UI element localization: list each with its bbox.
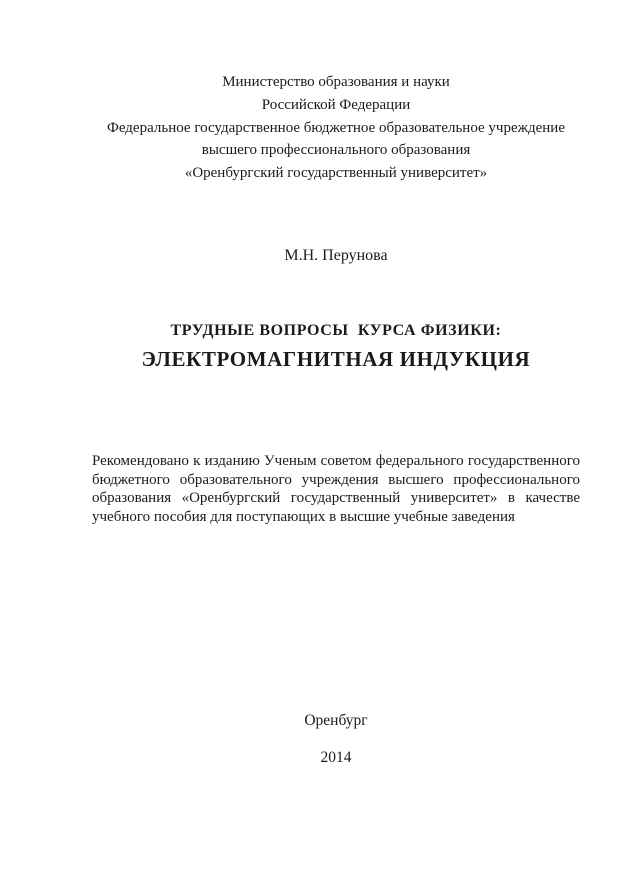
- recommendation-line: учебного пособия для поступающих в высшие учебные заведения: [92, 509, 515, 526]
- ministry-line: Министерство образования и науки: [222, 74, 450, 90]
- recommendation-line: бюджетного образовательного учреждения высшего профессионального: [92, 471, 580, 488]
- recommendation-line: Рекомендовано к изданию Ученым советом федерального государственного: [92, 453, 580, 469]
- publication-city: Оренбург: [304, 712, 368, 729]
- author-name: М.Н. Перунова: [284, 247, 388, 264]
- institution-type-line: Федеральное государственное бюджетное образовательное учреждение: [106, 119, 565, 136]
- book-title-main: ЭЛЕКТРОМАГНИТНАЯ ИНДУКЦИЯ: [141, 347, 531, 371]
- recommendation-line: образования «Оренбургский государственный университет» в качестве: [92, 490, 580, 507]
- education-level-line: высшего профессионального образования: [201, 142, 471, 159]
- federation-line: Российской Федерации: [261, 96, 411, 113]
- university-name-line: «Оренбургский государственный университет»: [184, 165, 488, 182]
- publication-year: 2014: [320, 749, 352, 766]
- book-title-series: ТРУДНЫЕ ВОПРОСЫ КУРСА ФИЗИКИ:: [170, 322, 502, 339]
- institution-header: [92, 71, 580, 185]
- recommendation-paragraph: [92, 452, 580, 527]
